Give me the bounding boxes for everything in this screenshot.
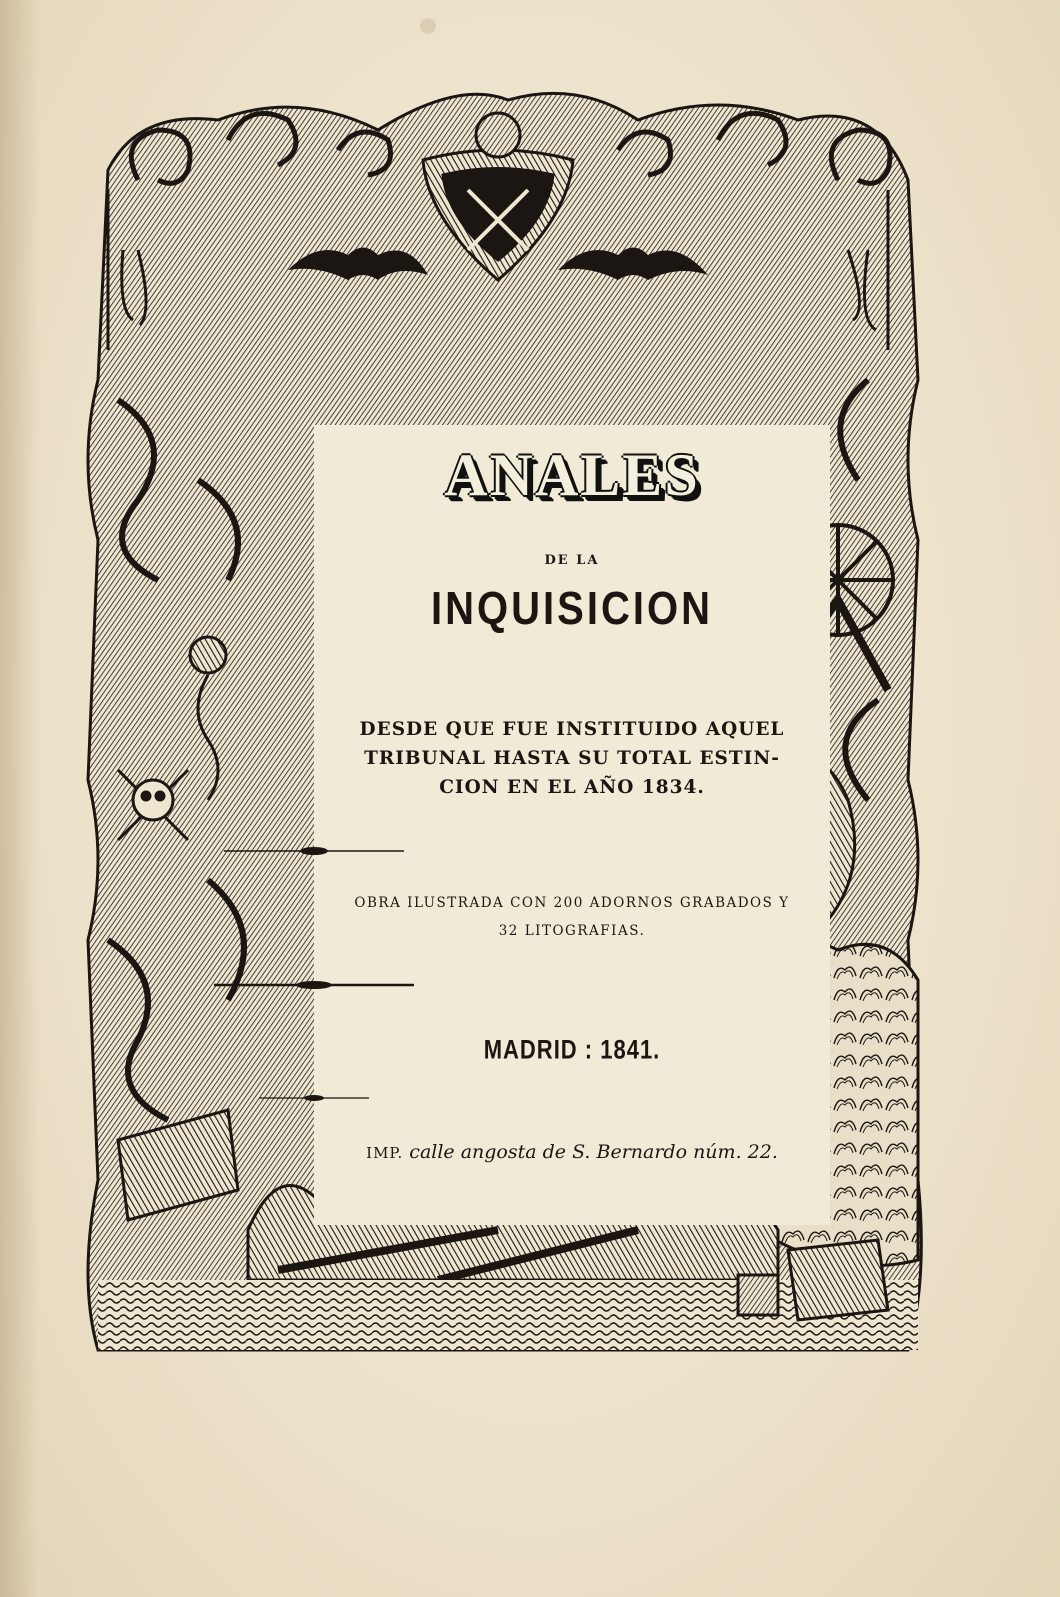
ornamental-rule — [224, 845, 404, 857]
imprint-name: S. Bernardo núm. 22. — [572, 1141, 778, 1163]
description-line: CION EN EL AÑO 1834. — [439, 777, 705, 798]
page-edge-shadow — [0, 0, 40, 1597]
place-and-date: MADRID : 1841. — [483, 1034, 661, 1065]
title-panel — [314, 425, 830, 1225]
stain — [420, 18, 436, 34]
imprint — [314, 1141, 830, 1163]
ornamental-rule — [259, 1093, 369, 1103]
engraved-border — [78, 80, 938, 1370]
imprint-prefix: IMP. — [366, 1144, 404, 1162]
illustration-note — [314, 889, 830, 945]
description-line: DESDE QUE FUE INSTITUIDO AQUEL — [359, 719, 785, 740]
book-title: ANALES — [444, 442, 700, 508]
imprint-street: calle angosta de — [409, 1141, 567, 1163]
illustration-line: OBRA ILUSTRADA CON 200 ADORNOS GRABADOS Y — [354, 895, 790, 911]
ornamental-rule — [214, 979, 414, 991]
book-subject: INQUISICION — [431, 583, 713, 635]
title-connector: DE LA — [544, 553, 600, 568]
description-line: TRIBUNAL HASTA SU TOTAL ESTIN- — [364, 748, 780, 769]
illustration-line: 32 LITOGRAFIAS. — [498, 923, 646, 939]
description — [314, 715, 830, 802]
